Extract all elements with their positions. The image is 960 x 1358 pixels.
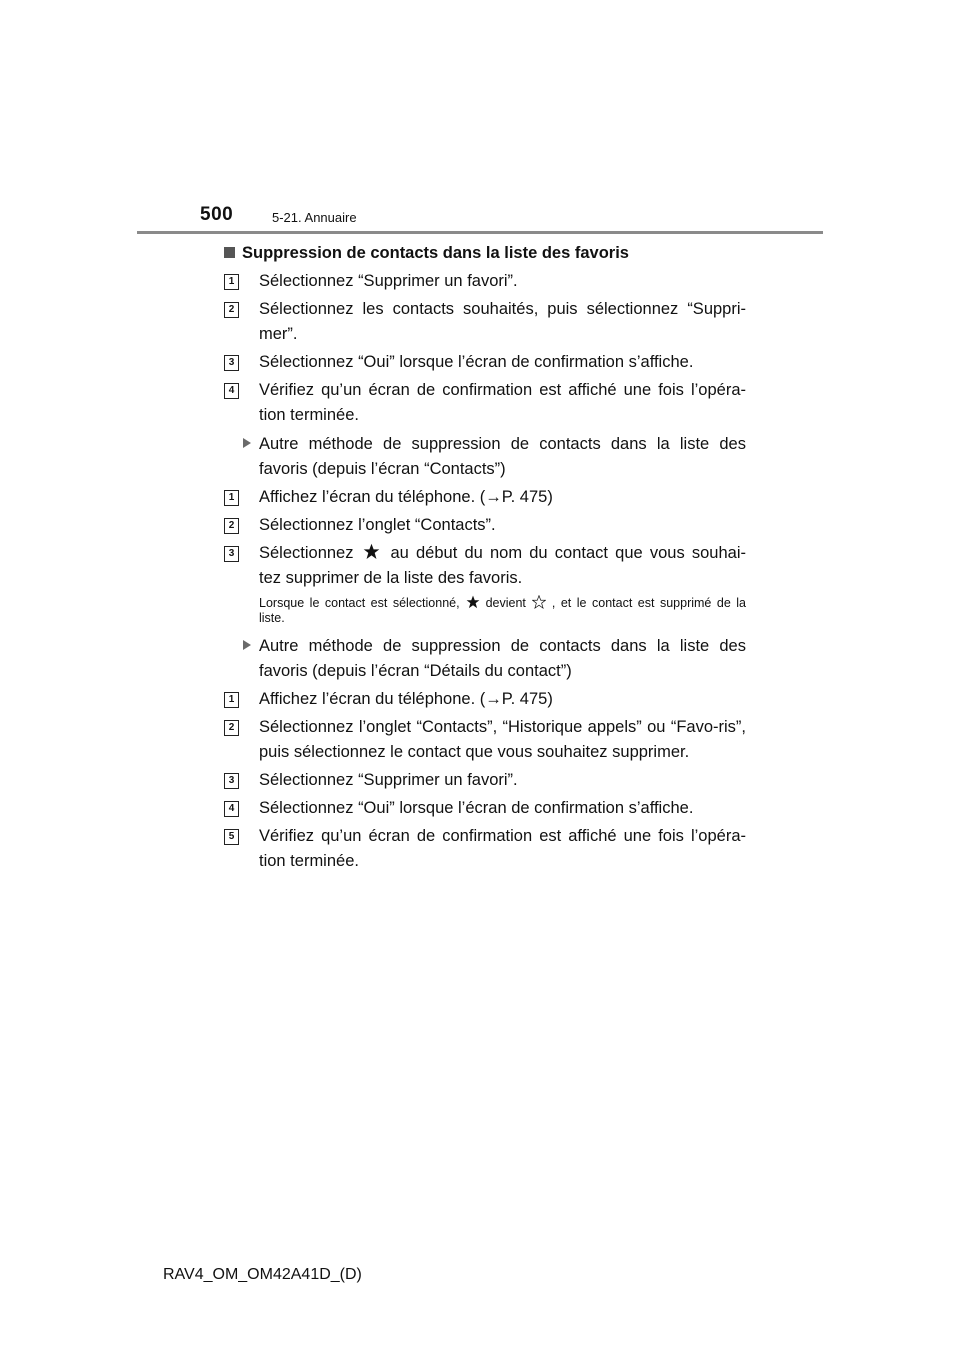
triangle-bullet-icon (243, 438, 251, 448)
step-number-badge: 3 (224, 773, 239, 789)
note-text-1: Lorsque le contact est sélectionné, (259, 596, 460, 610)
step-text: Sélectionnez “Oui” lorsque l’écran de confirmation s’affiche. (259, 353, 694, 371)
step-number-badge: 5 (224, 829, 239, 845)
step-text: Sélectionnez l’onglet “Contacts”. (259, 516, 496, 534)
step-text: Sélectionnez les contacts souhaités, puis sélectionnez “Suppri-mer”. (259, 300, 746, 343)
section-title: 5-21. Annuaire (272, 210, 357, 225)
step-item (224, 350, 746, 375)
step-number-badge: 1 (224, 490, 239, 506)
step-item (224, 687, 746, 712)
step-item (224, 297, 746, 347)
document-footer-id: RAV4_OM_OM42A41D_(D) (163, 1266, 362, 1283)
step-text: Sélectionnez “Supprimer un favori”. (259, 771, 518, 789)
method-text: Autre méthode de suppression de contacts dans la liste des favoris (depuis l’écran “Détails du contact”) (259, 637, 746, 680)
step-text-after: au début du nom du contact que vous souhai-tez supprimer de la liste des favoris. (259, 544, 746, 587)
step-number-badge: 1 (224, 274, 239, 290)
step-item (224, 541, 746, 591)
header-rule (137, 231, 823, 234)
note-text-3: , et le contact est supprimé de la liste. (259, 596, 746, 625)
step-text: Affichez l’écran du téléphone. (→P. 475) (259, 690, 553, 708)
page-number: 500 (200, 204, 234, 225)
step-number-badge: 4 (224, 801, 239, 817)
step-text: Vérifiez qu’un écran de confirmation est affiché une fois l’opéra-tion terminée. (259, 381, 746, 424)
step-text: Affichez l’écran du téléphone. (→P. 475) (259, 488, 553, 506)
step-item (224, 768, 746, 793)
outline-star-icon (532, 595, 546, 609)
step-item (224, 269, 746, 294)
alternate-method (224, 432, 746, 482)
note (224, 595, 746, 626)
filled-star-icon (466, 595, 480, 609)
step-number-badge: 2 (224, 720, 239, 736)
page-content (224, 241, 746, 877)
square-bullet-icon (224, 247, 235, 258)
step-text: Sélectionnez “Supprimer un favori”. (259, 272, 518, 290)
method-text: Autre méthode de suppression de contacts dans la liste des favoris (depuis l’écran “Contacts”) (259, 435, 746, 478)
step-item (224, 378, 746, 428)
step-number-badge: 3 (224, 355, 239, 371)
step-number-badge: 3 (224, 546, 239, 562)
step-number-badge: 1 (224, 692, 239, 708)
step-item (224, 715, 746, 765)
note-text-2: devient (485, 596, 526, 610)
filled-star-icon (363, 543, 380, 560)
triangle-bullet-icon (243, 640, 251, 650)
heading-text: Suppression de contacts dans la liste des favoris (242, 244, 629, 262)
step-text: Vérifiez qu’un écran de confirmation est affiché une fois l’opéra-tion terminée. (259, 827, 746, 870)
step-text: Sélectionnez “Oui” lorsque l’écran de confirmation s’affiche. (259, 799, 694, 817)
step-text-before: Sélectionnez (259, 544, 354, 562)
section-heading (224, 241, 746, 266)
step-number-badge: 2 (224, 302, 239, 318)
step-number-badge: 2 (224, 518, 239, 534)
step-number-badge: 4 (224, 383, 239, 399)
step-item (224, 485, 746, 510)
step-item (224, 824, 746, 874)
step-item (224, 796, 746, 821)
step-item (224, 513, 746, 538)
alternate-method (224, 634, 746, 684)
step-text: Sélectionnez l’onglet “Contacts”, “Historique appels” ou “Favo-ris”, puis sélectionnez le contact que vous souhaitez supprimer. (259, 718, 746, 761)
